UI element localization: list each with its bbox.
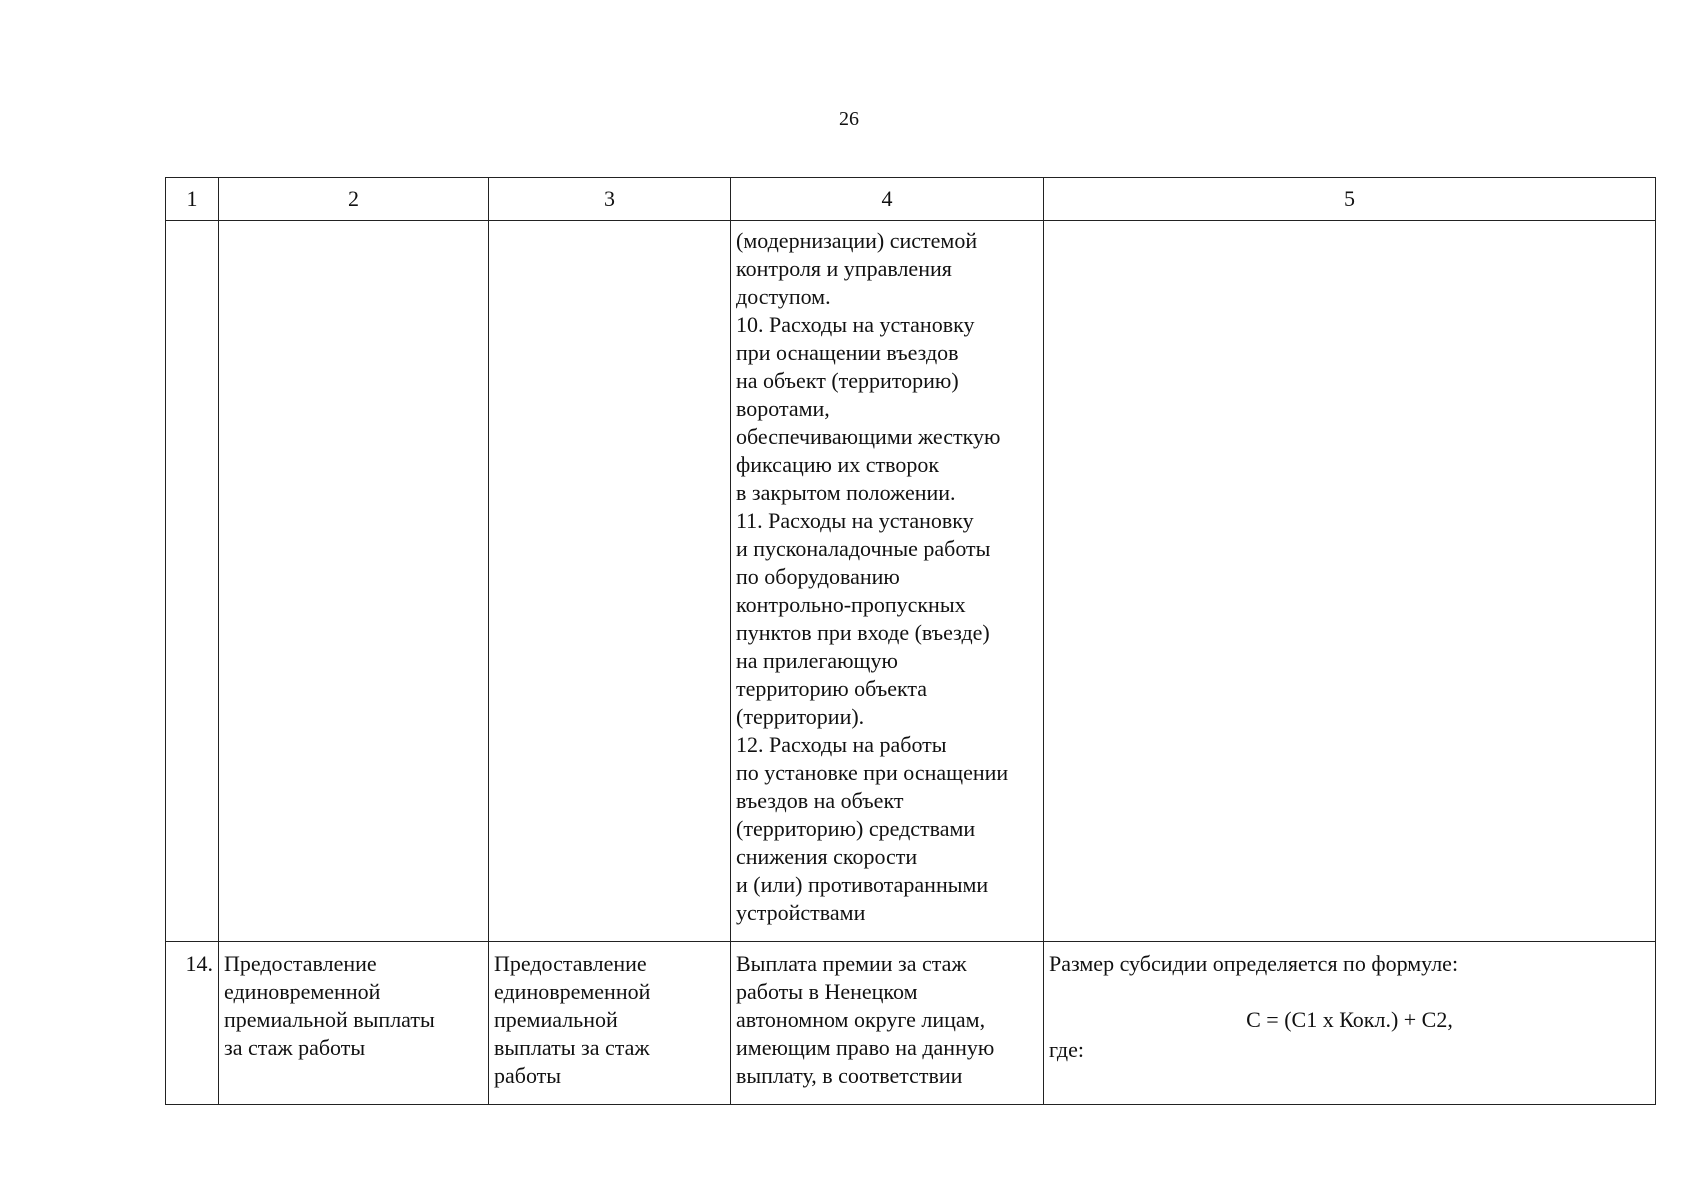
header-col-2: 2 (219, 178, 489, 221)
continuation-row (166, 221, 1656, 942)
cont-col-1 (166, 221, 219, 942)
row-14-col-4 (731, 942, 1044, 1105)
cont-col-5 (1044, 221, 1656, 942)
row-14-col-3 (489, 942, 731, 1105)
row-14-formula: С = (С1 х Кокл.) + С2, (1246, 1007, 1453, 1032)
cont-col-4 (731, 221, 1044, 942)
header-col-1: 1 (166, 178, 219, 221)
cont-col-2 (219, 221, 489, 942)
header-col-3: 3 (489, 178, 731, 221)
column-number-row (166, 178, 1656, 221)
page-number: 26 (839, 108, 859, 130)
row-14-formula-intro: Размер субсидии определяется по формуле: (1049, 951, 1459, 976)
expense-list-text: (модернизации) системой контроля и управления доступом. 10. Расходы на установку при оснащении въездов на объект (территорию) воротами, обеспечивающими жесткую фиксацию их створок в закрытом положении. 11. Расходы на установку и пусконаладочные работы по оборудованию контрольно-пропускных пунктов при входе (въезде) на прилегающую территорию объекта (территории). 12. Расходы на работы по установке при оснащении въездов на объект (территорию) средствами снижения скорости и (или) противотаранными устройствами (736, 228, 1009, 925)
table-row-14 (166, 942, 1656, 1105)
row-14-measure-name: Предоставление единовременной премиальной выплаты за стаж работы (224, 951, 435, 1060)
subsidy-table (165, 177, 1656, 1105)
row-14-col-2 (219, 942, 489, 1105)
row-14-col-5 (1044, 942, 1656, 1105)
row-14-purpose: Выплата премии за стаж работы в Ненецком автономном округе лицам, имеющим право на данную выплату, в соответствии (736, 951, 995, 1088)
cont-col-3 (489, 221, 731, 942)
row-14-where: где: (1049, 1037, 1084, 1062)
row-14-number: 14. (166, 942, 219, 1105)
row-14-subsidy-name: Предоставление единовременной премиальной выплаты за стаж работы (494, 951, 651, 1088)
header-col-5: 5 (1044, 178, 1656, 221)
header-col-4: 4 (731, 178, 1044, 221)
